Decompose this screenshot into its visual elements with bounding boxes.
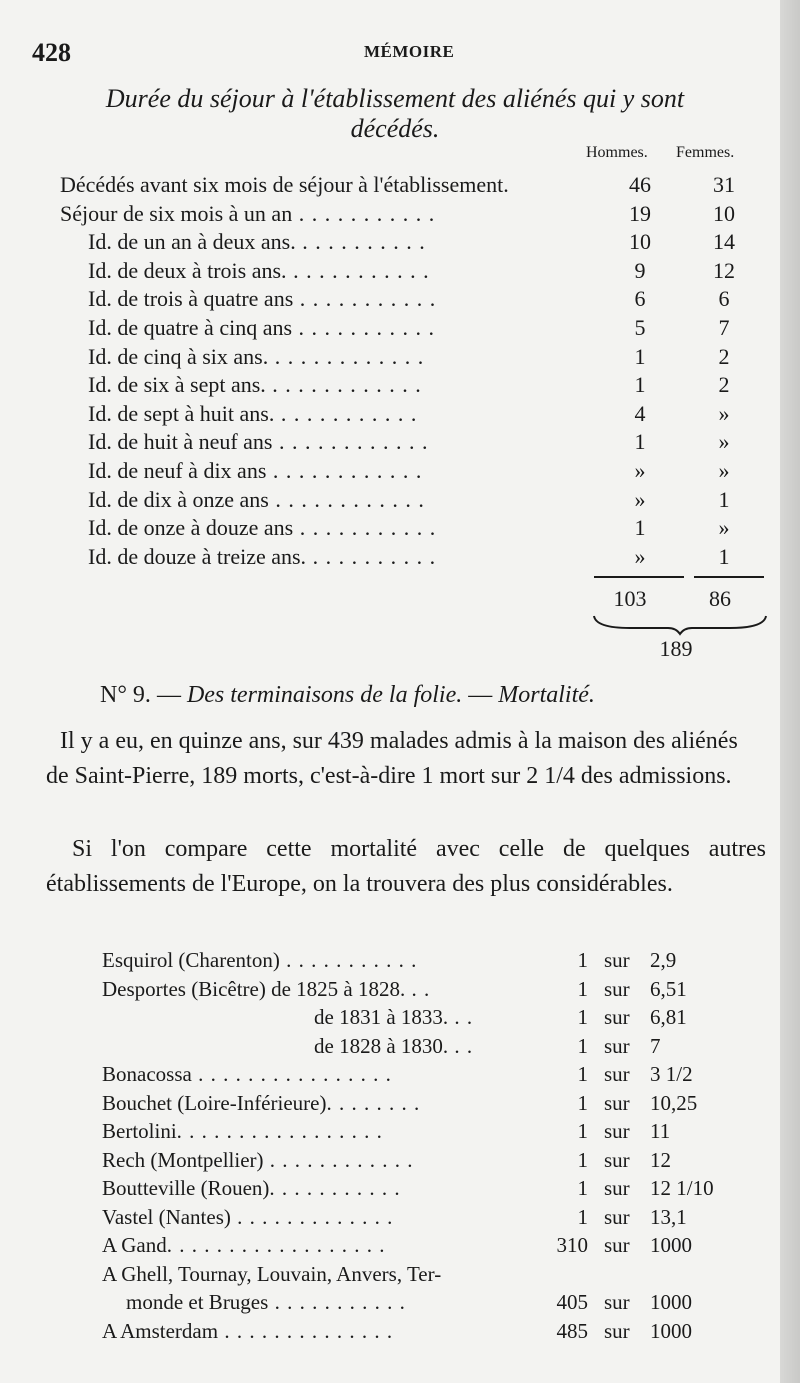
- list-item: [102, 1233, 742, 1263]
- list-item: [102, 977, 742, 1007]
- item-label-wrap: [102, 1233, 386, 1258]
- dot-leader: . . . . . . . . . . .: [286, 257, 430, 283]
- ratio-numerator: 1: [577, 1119, 588, 1143]
- hommes-value: 46: [629, 172, 651, 197]
- dot-leader: . . . . . . . . . . . .: [268, 343, 425, 369]
- running-header: [32, 38, 752, 68]
- row-label: Id. de cinq à six ans.: [88, 343, 269, 369]
- dot-leader: . . . . . . . . . . .: [293, 515, 437, 541]
- section-heading-9: [100, 682, 595, 709]
- heading-dash: —: [468, 682, 493, 708]
- dot-leader: . . . . . . . . . .: [295, 229, 426, 255]
- paragraph-comparison: Si l'on compare cette mortalité avec celle de quelques autres établissements de l'Europe, on la trouvera des plus considérables.: [46, 836, 766, 897]
- femmes-value: 12: [713, 257, 735, 283]
- section-title-line1: Durée du séjour à l'établissement des aliénés qui y sont: [105, 84, 685, 113]
- curly-brace: [590, 614, 770, 636]
- item-label-wrap: [102, 1062, 392, 1087]
- ratio-numerator: 1: [577, 976, 588, 1001]
- ratio-numerator: 405: [556, 1290, 588, 1314]
- row-label-wrap: [88, 429, 429, 455]
- ratio-numerator: 485: [556, 1318, 588, 1343]
- ratio-denominator: 13,1: [650, 1204, 687, 1229]
- ratio-sur: sur: [604, 948, 630, 972]
- ratio-sur: sur: [604, 1176, 630, 1200]
- row-label: Id. de quatre à cinq ans: [88, 315, 293, 340]
- list-item: [102, 1319, 742, 1349]
- ratio-numerator: 1: [577, 948, 588, 972]
- hommes-value: 1: [634, 372, 646, 398]
- row-label: Id. de trois à quatre ans: [88, 286, 294, 312]
- hommes-value: »: [634, 543, 646, 569]
- ratio-denominator: 7: [650, 1033, 661, 1058]
- table-row: [60, 258, 760, 288]
- item-label: A Gand: [102, 1233, 167, 1257]
- ratio-sur: sur: [604, 976, 630, 1001]
- total-rule-femmes: [694, 576, 764, 578]
- item-label: Esquirol (Charenton): [102, 948, 280, 972]
- ratio-denominator: 11: [650, 1119, 671, 1143]
- table-row: [60, 172, 760, 202]
- item-label-wrap: [102, 1176, 401, 1201]
- total-hommes: 103: [613, 586, 647, 611]
- item-label-wrap: [126, 1290, 406, 1315]
- table-row: [60, 458, 760, 488]
- dot-leader: . . . . . . . . . . . . . .: [218, 1318, 394, 1343]
- femmes-value: 2: [718, 372, 730, 398]
- ratio-numerator: 1: [577, 1176, 588, 1200]
- hommes-value: 19: [629, 200, 651, 226]
- heading-part1: Des terminaisons de la folie.: [186, 682, 463, 708]
- ratio-sur: sur: [604, 1062, 630, 1086]
- dot-leader: . . . . . . . . . . .: [269, 1176, 401, 1200]
- total-rule-hommes: [594, 576, 684, 578]
- total-femmes: 86: [709, 586, 731, 611]
- ratio-denominator: 1000: [650, 1290, 692, 1314]
- running-title: MÉMOIRE: [364, 42, 455, 61]
- dot-leader: . .: [448, 1033, 474, 1058]
- item-label-wrap: [102, 948, 417, 973]
- row-label-wrap: [88, 258, 430, 284]
- grand-total: 189: [659, 636, 693, 661]
- row-label-wrap: [60, 172, 509, 198]
- ratio-sur: sur: [604, 1204, 630, 1229]
- list-item: [102, 1119, 742, 1149]
- item-label: Bonacossa: [102, 1062, 192, 1086]
- dot-leader: . . . . . . . . . . . .: [263, 1147, 414, 1172]
- ratio-numerator: 1: [577, 1062, 588, 1086]
- dot-leader: . . . . . . . . . . . .: [272, 429, 429, 455]
- table-row: [60, 201, 760, 231]
- list-item: [102, 1005, 742, 1035]
- row-label-wrap: [88, 458, 422, 484]
- dot-leader: . . . . . . . . . . .: [274, 400, 418, 426]
- dot-leader: . . . . . . . . . . . .: [265, 372, 422, 398]
- table-row: [60, 429, 760, 459]
- hommes-value: 1: [634, 343, 646, 369]
- list-item: [102, 1091, 742, 1121]
- hommes-value: 6: [634, 286, 646, 312]
- ratio-numerator: 1: [577, 1090, 588, 1115]
- femmes-value: »: [718, 400, 730, 426]
- page-number: 428: [32, 38, 71, 67]
- row-label: Id. de neuf à dix ans: [88, 458, 267, 483]
- page-edge: [780, 0, 800, 1383]
- ratio-numerator: 1: [577, 1005, 588, 1029]
- column-header-hommes: Hommes.: [586, 144, 648, 161]
- row-label: Id. de dix à onze ans: [88, 486, 269, 512]
- dot-leader: . . . . . . . . . .: [306, 543, 437, 569]
- row-label: Id. de deux à trois ans.: [88, 257, 287, 283]
- item-label: de 1828 à 1830.: [314, 1033, 449, 1058]
- femmes-value: 1: [718, 486, 730, 512]
- row-label-wrap: [88, 515, 436, 541]
- dot-leader: . . . . . . . . . . . . . . . . . .: [166, 1233, 386, 1257]
- row-label: Id. de huit à neuf ans: [88, 429, 273, 455]
- dot-leader: . . . . . . . . . . . .: [268, 486, 425, 512]
- item-label: de 1831 à 1833.: [314, 1005, 449, 1029]
- femmes-value: 7: [718, 315, 730, 340]
- ratio-denominator: 1000: [650, 1318, 692, 1343]
- section-title-line2: décédés.: [350, 114, 440, 143]
- list-item: [102, 1034, 742, 1064]
- dot-leader: . . . . . . . . . . . .: [266, 458, 423, 483]
- item-label-wrap: [102, 1262, 441, 1287]
- table-row: [60, 515, 760, 545]
- hommes-value: 1: [634, 429, 646, 455]
- ratio-sur: sur: [604, 1147, 630, 1172]
- list-item: [102, 1205, 742, 1235]
- row-label-wrap: [88, 344, 424, 370]
- femmes-value: 10: [713, 200, 735, 226]
- ratio-numerator: 1: [577, 1204, 588, 1229]
- dot-leader: . . . . . . . . . . . . . . . . .: [176, 1119, 383, 1143]
- dot-leader: . .: [448, 1005, 474, 1029]
- ratio-sur: sur: [604, 1005, 630, 1029]
- item-label-wrap: [102, 1205, 393, 1230]
- ratio-numerator: 1: [577, 1033, 588, 1058]
- ratio-sur: sur: [604, 1290, 630, 1314]
- hommes-value: 5: [634, 315, 646, 340]
- ratio-denominator: 6,51: [650, 976, 687, 1001]
- femmes-value: 31: [713, 172, 735, 197]
- dot-leader: . . . . . . . . . . .: [292, 315, 436, 340]
- row-label-wrap: [88, 315, 435, 341]
- ratio-denominator: 12 1/10: [650, 1176, 714, 1200]
- item-label: Vastel (Nantes): [102, 1204, 231, 1229]
- list-item: [102, 1176, 742, 1206]
- row-label: Id. de un an à deux ans.: [88, 229, 296, 255]
- table-row: [60, 286, 760, 316]
- list-item: [102, 1262, 742, 1292]
- item-label: Boutteville (Rouen): [102, 1176, 270, 1200]
- item-label-wrap: [314, 1034, 473, 1059]
- hommes-value: 10: [629, 229, 651, 255]
- item-label-wrap: [102, 977, 430, 1002]
- row-label: Id. de six à sept ans.: [88, 372, 266, 398]
- item-label: Bertolini: [102, 1119, 177, 1143]
- row-label-wrap: [88, 229, 426, 255]
- ratio-sur: sur: [604, 1119, 630, 1143]
- item-label: Desportes (Bicêtre) de 1825 à 1828.: [102, 976, 406, 1001]
- row-label-wrap: [88, 401, 417, 427]
- item-label: A Ghell, Tournay, Louvain, Anvers, Ter-: [102, 1261, 442, 1286]
- ratio-sur: sur: [604, 1318, 630, 1343]
- dot-leader: . . . . . . . . . . .: [292, 200, 436, 226]
- list-item: [102, 1062, 742, 1092]
- row-label-wrap: [60, 201, 435, 227]
- ratio-denominator: 1000: [650, 1233, 692, 1257]
- ratio-denominator: 12: [650, 1147, 671, 1172]
- dot-leader: . . . . . . . . . . .: [279, 948, 418, 972]
- item-label-wrap: [102, 1319, 393, 1344]
- row-label: Id. de onze à douze ans: [88, 515, 294, 541]
- table-row: [60, 487, 760, 517]
- dot-leader: . . . . . . . . . . .: [293, 286, 437, 312]
- row-label: Id. de douze à treize ans.: [88, 543, 307, 569]
- item-label: A Amsterdam: [102, 1318, 219, 1343]
- hommes-value: »: [634, 486, 646, 512]
- column-header-femmes: Femmes.: [676, 144, 735, 161]
- table-row: [60, 344, 760, 374]
- hommes-value: »: [634, 458, 646, 483]
- femmes-value: 1: [718, 543, 730, 569]
- hommes-value: 4: [634, 400, 646, 426]
- ratio-denominator: 10,25: [650, 1090, 698, 1115]
- list-item: [102, 1290, 742, 1320]
- ratio-sur: sur: [604, 1233, 630, 1257]
- row-label-wrap: [88, 372, 422, 398]
- paragraph-mortality: Il y a eu, en quinze ans, sur 439 malades admis à la maison des aliénés de Saint-Pierre, 189 morts, c'est-à-dire 1 mort sur 2 1/4 des admissions.: [46, 728, 738, 789]
- ratio-sur: sur: [604, 1090, 630, 1115]
- femmes-value: 14: [713, 229, 735, 255]
- ratio-denominator: 2,9: [650, 948, 677, 972]
- ratio-sur: sur: [604, 1033, 630, 1058]
- item-label-wrap: [102, 1119, 383, 1144]
- item-label: monde et Bruges: [126, 1290, 269, 1314]
- table-row: [60, 401, 760, 431]
- dot-leader: . . . . . . . . . . . . . . . .: [191, 1062, 392, 1086]
- row-label: Décédés avant six mois de séjour à l'établissement.: [60, 172, 509, 197]
- hommes-value: 1: [634, 515, 646, 541]
- hommes-value: 9: [634, 257, 646, 283]
- dot-leader: . .: [405, 976, 431, 1001]
- femmes-value: 2: [718, 343, 730, 369]
- row-label: Id. de sept à huit ans.: [88, 400, 275, 426]
- femmes-value: »: [718, 429, 730, 455]
- table-row: [60, 315, 760, 345]
- dot-leader: . . . . . . . . . . . . .: [230, 1204, 394, 1229]
- section-number: N° 9.: [100, 682, 151, 708]
- item-label-wrap: [102, 1091, 420, 1116]
- ratio-numerator: 310: [556, 1233, 588, 1257]
- item-label: Rech (Montpellier): [102, 1147, 264, 1172]
- ratio-numerator: 1: [577, 1147, 588, 1172]
- item-label-wrap: [102, 1148, 414, 1173]
- table-row: [60, 229, 760, 259]
- row-label-wrap: [88, 487, 425, 513]
- femmes-value: »: [718, 458, 730, 483]
- dot-leader: . . . . . . . .: [326, 1090, 421, 1115]
- table-row: [60, 372, 760, 402]
- heading-dash: —: [156, 682, 181, 708]
- row-label: Séjour de six mois à un an: [60, 200, 293, 226]
- heading-part2: Mortalité.: [498, 682, 595, 708]
- list-item: [102, 1148, 742, 1178]
- dot-leader: . . . . . . . . . . .: [268, 1290, 406, 1314]
- row-label-wrap: [88, 544, 436, 570]
- femmes-value: 6: [718, 286, 730, 312]
- femmes-value: »: [718, 515, 730, 541]
- item-label: Bouchet (Loire-Inférieure): [102, 1090, 327, 1115]
- ratio-denominator: 6,81: [650, 1005, 687, 1029]
- row-label-wrap: [88, 286, 436, 312]
- list-item: [102, 948, 742, 978]
- table-row: [60, 544, 760, 574]
- item-label-wrap: [314, 1005, 473, 1030]
- ratio-denominator: 3 1/2: [650, 1062, 693, 1086]
